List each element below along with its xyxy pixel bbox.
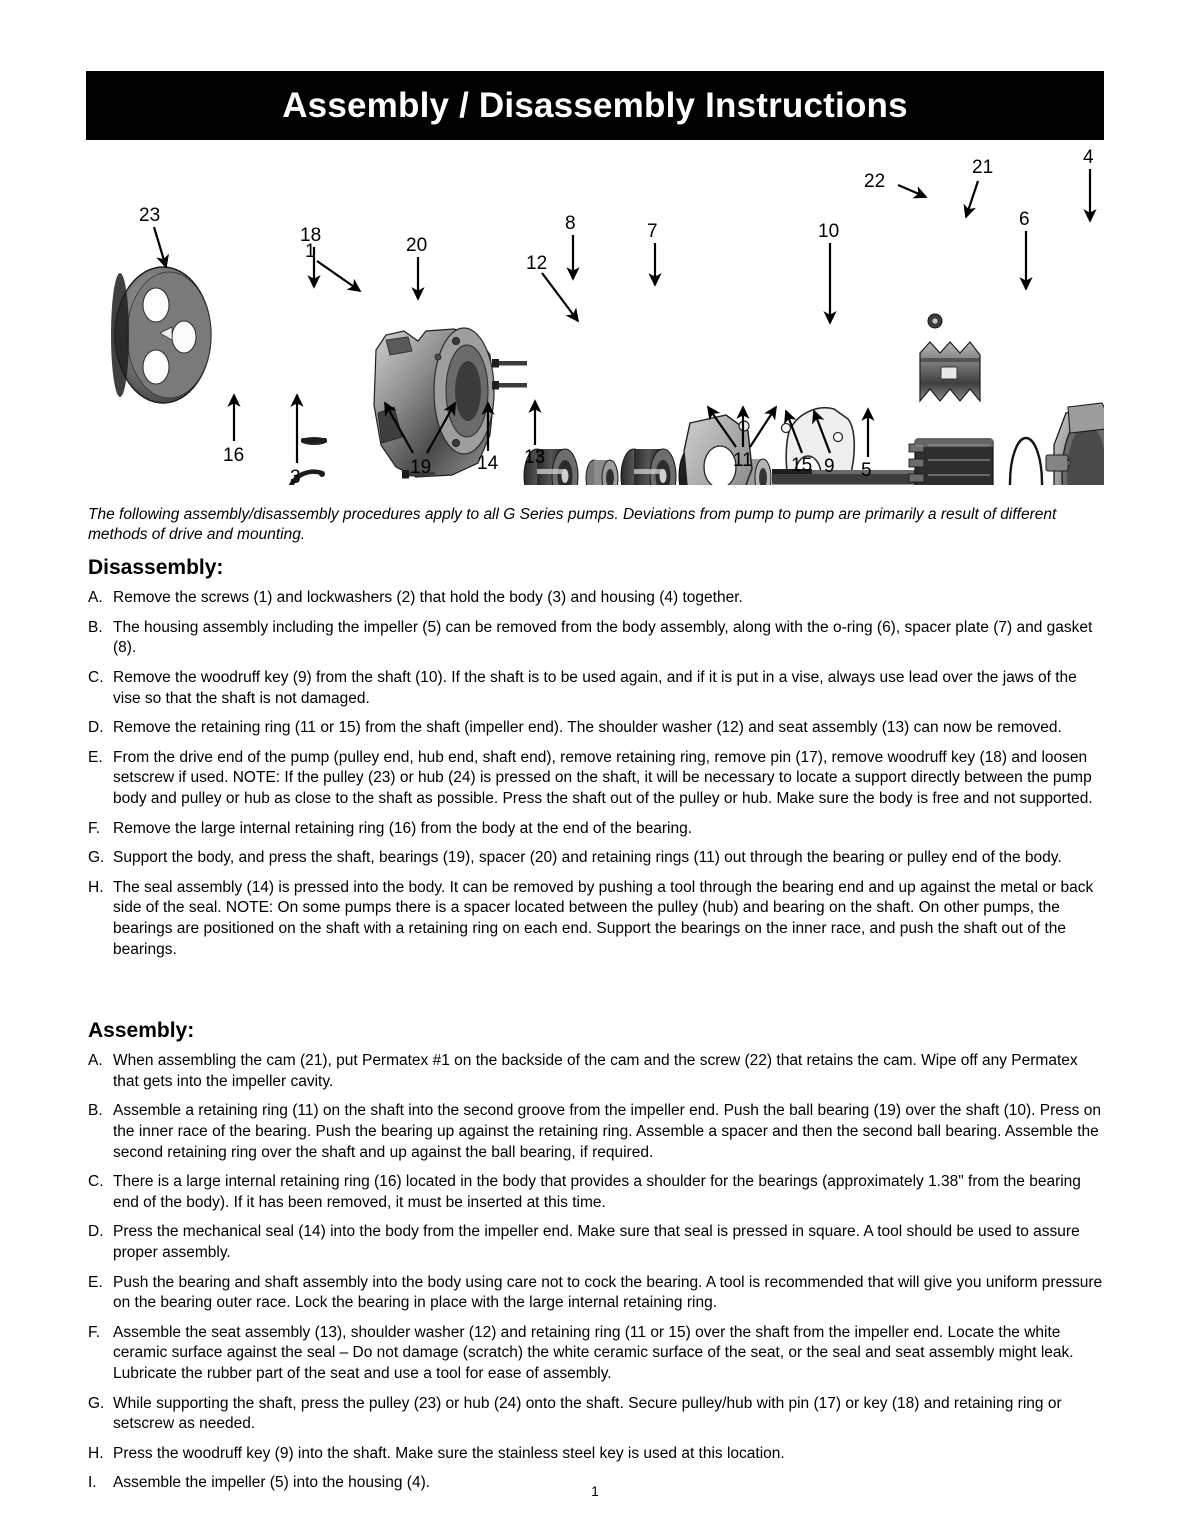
list-item [88, 618, 1104, 659]
part-woodruff-key-18 [301, 437, 327, 445]
svg-text:22: 22 [864, 171, 886, 192]
callout-20 [406, 235, 427, 299]
callout-22 [864, 171, 926, 197]
step-marker: E. [88, 748, 103, 766]
step-text: Remove the retaining ring (11 or 15) from the shaft (impeller end). The shoulder washer (12) and seat assembly (13) can now be removed. [113, 719, 1062, 737]
part-cam-21 [920, 342, 980, 401]
step-marker: F. [88, 1323, 101, 1341]
list-item [88, 748, 1104, 810]
disassembly-step-list [88, 588, 1104, 960]
svg-text:15: 15 [791, 455, 813, 476]
svg-text:4: 4 [1083, 147, 1094, 168]
step-marker: E. [88, 1273, 103, 1291]
exploded-parts-diagram [86, 145, 1104, 485]
list-item [88, 1323, 1104, 1385]
step-marker: H. [88, 1444, 104, 1462]
assembly-section [88, 1019, 1104, 1503]
list-item [88, 1051, 1104, 1092]
list-item [88, 819, 1104, 840]
step-marker: A. [88, 589, 103, 607]
list-item [88, 878, 1104, 960]
svg-text:6: 6 [1019, 209, 1030, 230]
list-item [88, 1394, 1104, 1435]
assembly-step-list [88, 1051, 1104, 1494]
svg-text:8: 8 [565, 213, 576, 234]
step-text: Press the mechanical seal (14) into the body from the impeller end. Make sure that seal is pressed in square. A tool should be used to assure proper assembly. [113, 1223, 1080, 1261]
page-header-bar [86, 71, 1104, 140]
part-cam-screw-22 [928, 314, 942, 328]
step-marker: A. [88, 1052, 103, 1070]
part-o-ring-6 [1010, 438, 1042, 485]
callout-7 [647, 221, 658, 285]
svg-text:20: 20 [406, 235, 428, 256]
step-marker: D. [88, 1223, 104, 1241]
callout-12 [526, 253, 578, 321]
part-pulley-23 [111, 267, 211, 403]
svg-text:10: 10 [818, 221, 840, 242]
svg-text:9: 9 [824, 456, 835, 477]
step-marker: B. [88, 1102, 103, 1120]
list-item [88, 848, 1104, 869]
step-text: Push the bearing and shaft assembly into the body using care not to cock the bearing. A tool is recommended that will give you uniform pressure on the bearing outer race. Lock the bearing in place with the large internal retaining ring. [113, 1273, 1103, 1312]
step-marker: B. [88, 618, 103, 636]
callout-8 [565, 213, 576, 279]
svg-text:3: 3 [290, 467, 301, 485]
step-text: Remove the screws (1) and lockwashers (2) that hold the body (3) and housing (4) together. [113, 589, 743, 607]
step-marker: I. [88, 1474, 97, 1492]
part-spacer-20 [586, 460, 618, 485]
svg-text:16: 16 [223, 445, 245, 466]
svg-text:11: 11 [733, 450, 753, 471]
svg-text:21: 21 [972, 157, 994, 178]
part-body-3 [374, 328, 494, 477]
list-item [88, 588, 1104, 609]
svg-text:5: 5 [861, 460, 872, 481]
svg-text:12: 12 [526, 253, 548, 274]
callout-16 [223, 395, 244, 466]
svg-text:14: 14 [477, 453, 499, 474]
part-impeller-5 [909, 439, 993, 485]
page-title: Assembly / Disassembly Instructions [282, 86, 908, 125]
step-marker: D. [88, 719, 104, 737]
list-item [88, 668, 1104, 709]
intro-paragraph: The following assembly/disassembly procedures apply to all G Series pumps. Deviations from pump to pump are primarily a result of different methods of drive and mounting. [88, 505, 1057, 543]
step-text: There is a large internal retaining ring (16) located in the body that provides a shoulder for the bearings (approximately 1.38" from the bearing end of the body). If it has been removed, it must be inserted at this time. [113, 1173, 1081, 1211]
svg-text:13: 13 [524, 447, 546, 468]
disassembly-heading: Disassembly: [88, 556, 224, 579]
callout-10 [818, 221, 839, 323]
step-text: Press the woodruff key (9) into the shaft. Make sure the stainless steel key is used at this location. [113, 1444, 785, 1462]
step-marker: G. [88, 1394, 105, 1412]
list-item [88, 1444, 1104, 1465]
step-text: Assemble a retaining ring (11) on the shaft into the second groove from the impeller end. Push the ball bearing (19) over the shaft (10). Press on the inner race of the bearing. Push the bearing up against the retaining ring. Assemble a spacer and then the second ball bearing. Assemble the second retaining ring over the shaft and up against the ball bearing, if required. [113, 1102, 1101, 1161]
step-text: While supporting the shaft, press the pulley (23) or hub (24) onto the shaft. Secure pulley/hub with pin (17) or key (18) and retaining ring or setscrew as needed. [113, 1394, 1062, 1433]
step-text: The housing assembly including the impeller (5) can be removed from the body assembly, along with the o-ring (6), spacer plate (7) and gasket (8). [113, 618, 1093, 657]
callout-13 [524, 401, 545, 468]
step-marker: G. [88, 849, 105, 867]
step-text: Assemble the impeller (5) into the housing (4). [113, 1474, 431, 1492]
step-text: Support the body, and press the shaft, bearings (19), spacer (20) and retaining rings (11) out through the bearing or pulley end of the body. [113, 849, 1062, 867]
step-text: Remove the woodruff key (9) from the shaft (10). If the shaft is to be used again, and if it is put in a vise, always use lead over the jaws of the vise so that the shaft is not damaged. [113, 668, 1077, 707]
step-text: From the drive end of the pump (pulley end, hub end, shaft end), remove retaining ring, remove pin (17), remove woodruff key (18) and loosen setscrew if used. NOTE: If the pulley (23) or hub (24) is pressed on the shaft, it will be necessary to locate a support directly between the pump body and pulley or hub as close to the shaft as possible. Press the shaft out of the pulley or hub. Make sure the body is free and not supported. [113, 748, 1093, 807]
svg-text:19: 19 [410, 457, 432, 478]
callout-6 [1019, 209, 1030, 289]
step-marker: H. [88, 878, 104, 896]
svg-text:23: 23 [139, 205, 161, 226]
callout-5 [861, 409, 872, 481]
list-item [88, 1222, 1104, 1263]
disassembly-section [88, 556, 1104, 969]
page-number: 1 [591, 1483, 599, 1499]
step-marker: C. [88, 1173, 104, 1191]
callout-3 [290, 395, 301, 485]
part-bearing-19b [621, 449, 676, 485]
step-marker: F. [88, 819, 101, 837]
step-text: When assembling the cam (21), put Permatex #1 on the backside of the cam and the screw (22) that retains the cam. Wipe off any Permatex that gets into the impeller cavity. [113, 1052, 1078, 1090]
assembly-heading: Assembly: [88, 1019, 195, 1042]
callout-4 [1083, 147, 1094, 221]
step-text: Assemble the seat assembly (13), shoulder washer (12) and retaining ring (11 or 15) over the shaft from the impeller end. Locate the white ceramic surface against the seal – Do not damage (scratch) the white ceramic surface of the seat, or the seal and seat assembly might leak. Lubricate the rubber part of the seat and use a tool for ease of assembly. [113, 1323, 1074, 1383]
callout-21 [966, 157, 993, 217]
callout-23 [139, 205, 166, 267]
list-item [88, 1101, 1104, 1163]
part-housing-4 [1046, 403, 1104, 485]
list-item [88, 718, 1104, 739]
step-text: Remove the large internal retaining ring (16) from the body at the end of the bearing. [113, 819, 693, 837]
list-item [88, 1172, 1104, 1213]
step-text: The seal assembly (14) is pressed into the body. It can be removed by pushing a tool through the bearing end and up against the metal or back side of the seal. NOTE: On some pumps there is a spacer located between the pulley (hub) and bearing on the shaft. On other pumps, the bearings are positioned on the shaft with a retaining ring on each end. Support the bearings on the inner race, and push the shaft out of the bearings. [113, 878, 1094, 958]
list-item [88, 1273, 1104, 1314]
svg-text:1: 1 [305, 241, 316, 262]
svg-text:7: 7 [647, 221, 658, 242]
step-marker: C. [88, 668, 104, 686]
svg-text:18: 18 [300, 225, 322, 246]
